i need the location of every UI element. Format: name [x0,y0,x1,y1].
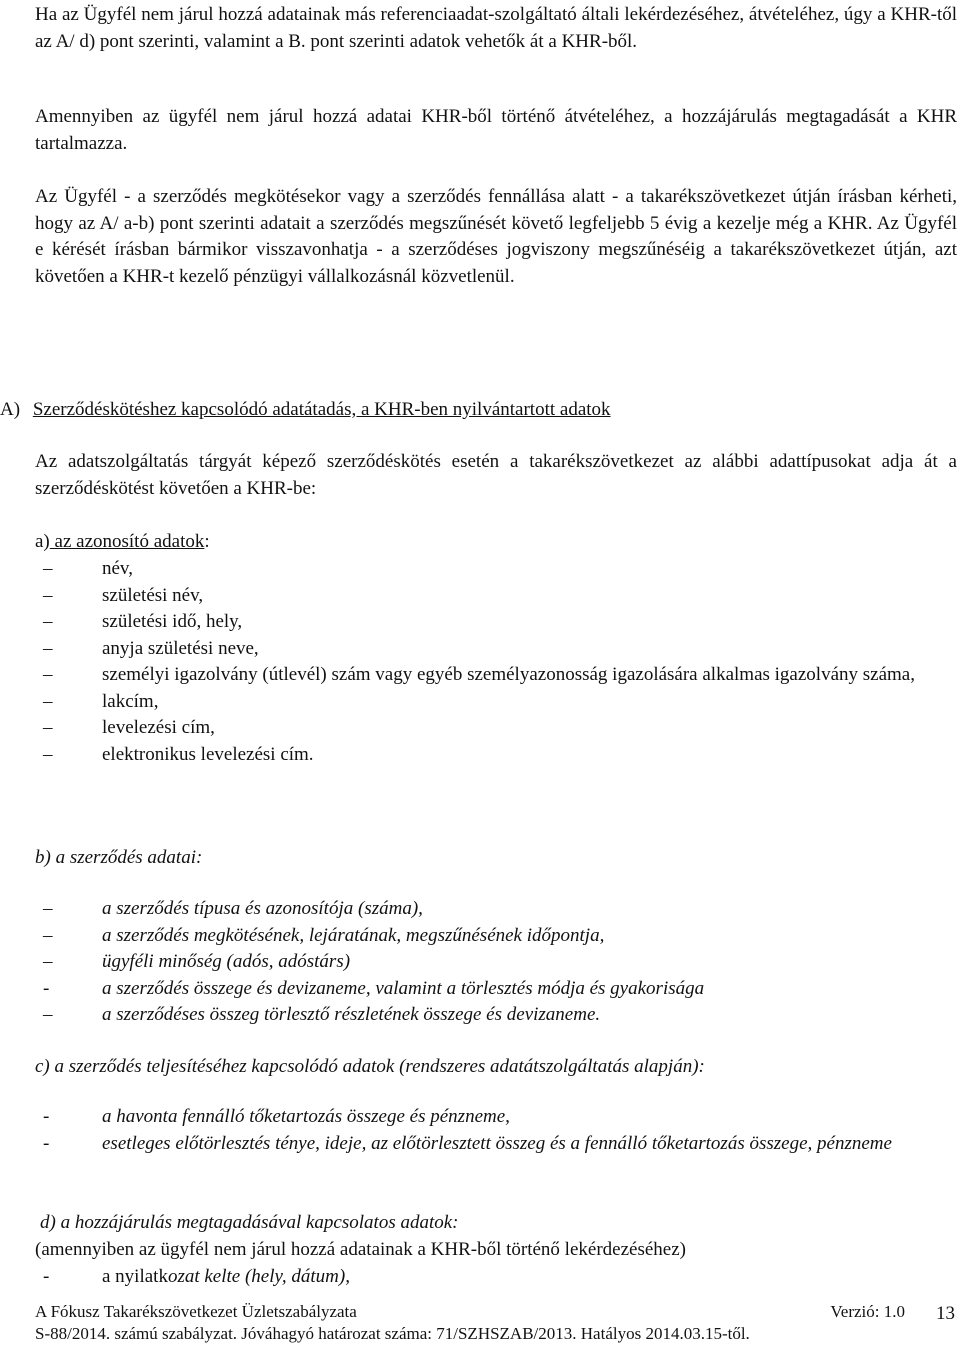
list-item [35,689,957,716]
section-a-intro: Az adatszolgáltatás tárgyát képező szerződéskötés esetén a takarékszövetkezet az alábbi adattípusokat adja át a szerződéskötést követően a KHR-be: [35,451,957,499]
list-item-text: a havonta fennálló tőketartozás összege és pénzneme, [102,1106,510,1127]
dash-bullet: – [43,717,53,738]
refusal-data-list [35,1264,957,1291]
section-a-title: Szerződéskötéshez kapcsolódó adatátadás, a KHR-ben nyilvántartott adatok [32,399,611,420]
list-item-text: esetleges előtörlesztés ténye, ideje, az előtörlesztett összeg és a fennálló tőketartozás összege, pénzneme [102,1132,892,1154]
list-item [35,636,957,663]
list-item [35,1264,957,1291]
sub-d-note: (amennyiben az ügyfél nem járul hozzá adatainak a KHR-ből történő lekérdezéséhez) [35,1239,686,1260]
dash-bullet: – [43,898,53,919]
list-item [35,583,957,610]
dash-bullet: – [43,1004,53,1025]
list-item [35,715,957,742]
dash-bullet: – [43,951,53,972]
list-item-text: a szerződéses összeg törlesztő részletének összege és devizaneme. [102,1004,601,1025]
list-item-text: személyi igazolvány (útlevél) szám vagy egyéb személyazonosság igazolására alkalmas igazolvány száma, [102,664,915,685]
contract-data-list [35,896,957,1029]
list-item [35,662,957,689]
list-item-text: születési idő, hely, [102,611,243,632]
list-item-text: a szerződés összege és devizaneme, valamint a törlesztés módja és gyakorisága [102,977,705,999]
sub-b-heading: b) a szerződés adatai: [35,847,203,868]
list-item-text: név, [102,558,133,579]
list-item [35,923,957,950]
dash-bullet: – [43,558,53,579]
paragraph-hozzajarulas-megtagadas: Amennyiben az ügyfél nem járul hozzá adatai KHR-ből történő átvételéhez, a hozzájárulás megtagadását a KHR tartalmazza. [35,106,957,154]
footer-regulation-number: S-88/2014. számú szabályzat. Jóváhagyó határozat száma: 71/SZHSZAB/2013. Hatályos 2014.03.15-től. [35,1324,750,1343]
page-footer [35,1301,905,1345]
dash-bullet: - [43,1106,50,1127]
list-item [35,556,957,583]
list-item [35,609,957,636]
paragraph-ugyfel-kerese: Az Ügyfél - a szerződés megkötésekor vagy a szerződés fennállása alatt - a takarékszövetkezet útján írásban kérheti, hogy az A/ a-b) pont szerinti adatait a szerződés megszűnését követő legfeljebb 5 évig a kezelje még a KHR. Az Ügyfél e kérését írásban bármikor visszavonhatja - a szerződéses jogviszony megszűnéséig a takarékszövetkezet útján, azt követően a KHR-t kezelő pénzügyi vállalkozásnál közvetlenül. [35,186,957,287]
section-a-label: A) [0,399,21,420]
list-item [35,1104,957,1131]
list-item-text: elektronikus levelezési cím. [102,743,314,765]
list-item [35,896,957,923]
performance-data-list [35,1104,957,1157]
list-item-text: ügyféli minőség (adós, adóstárs) [102,951,351,972]
dash-bullet: – [43,611,53,632]
sub-a-prefix: a) [35,531,50,552]
footer-version: Verzió: 1.0 [830,1302,905,1321]
dash-bullet: - [43,1132,50,1154]
dash-bullet: - [43,1266,50,1287]
section-a-heading [0,397,611,423]
dash-bullet: - [43,977,50,999]
sub-d-heading: d) a hozzájárulás megtagadásával kapcsolatos adatok: [40,1212,459,1233]
dash-bullet: – [43,637,53,659]
list-item-text: születési név, [102,584,204,606]
dash-bullet: – [43,690,53,712]
list-item-text: levelezési cím, [102,717,215,738]
dash-bullet: – [43,584,53,606]
list-item [35,949,957,976]
dash-bullet: – [43,924,53,946]
sub-c-heading: c) a szerződés teljesítéséhez kapcsolódó adatok (rendszeres adatátszolgáltatás alapján): [35,1056,705,1077]
list-item-text: a szerződés megkötésének, lejáratának, megszűnésének időpontja, [102,924,605,946]
paragraph-referenciaadat: Ha az Ügyfél nem járul hozzá adatainak más referenciaadat-szolgáltató általi lekérdezéséhez, átvételéhez, úgy a KHR-től az A/ d) pont szerinti, valamint a B. pont szerinti adatok vehetők át a KHR-ből. [35,4,957,52]
footer-regulation-title: A Fókusz Takarékszövetkezet Üzletszabályzata [35,1302,357,1321]
list-item [35,1131,957,1158]
dash-bullet: – [43,664,53,685]
identification-data-list [35,556,957,768]
list-item-text-plain: a nyilatk [102,1266,168,1287]
sub-a-title: az azonosító adatok [49,531,205,552]
list-item [35,1002,957,1029]
sub-a-colon: : [204,531,210,552]
page-number: 13 [936,1303,955,1324]
list-item-text-italic: ozat kelte (hely, dátum), [167,1266,350,1287]
list-item-text: lakcím, [102,690,159,712]
list-item [35,976,957,1003]
sub-a-heading [35,529,210,555]
dash-bullet: – [43,743,53,765]
list-item-text: a szerződés típusa és azonosítója (száma), [102,898,423,919]
list-item-text: anyja születési neve, [102,637,259,659]
list-item [35,742,957,769]
